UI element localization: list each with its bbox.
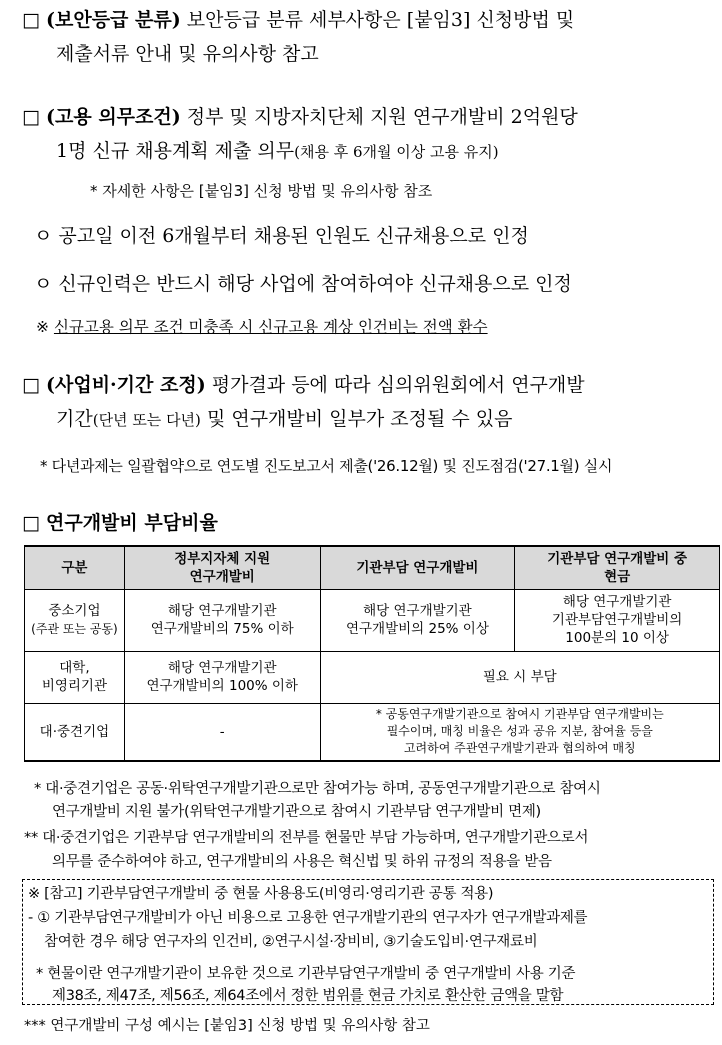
table-cell-merged: 필요 시 부담 <box>320 651 719 703</box>
section-text: 평가결과 등에 따라 심의위원회에서 연구개발 <box>211 374 585 396</box>
footnote: * 대·중견기업은 공동·위탁연구개발기관으로만 참여가능 하며, 공동연구개발기관으로 참여시 <box>34 781 601 797</box>
section-text-sub: (채용 후 6개월 이상 고용 유지) <box>294 143 499 161</box>
table-header <box>124 546 320 589</box>
header-text: 기관부담 연구개발비 <box>356 559 479 576</box>
table-header <box>320 546 515 589</box>
table-cell <box>25 589 125 651</box>
table-cell: 해당 연구개발기관 연구개발비의 75% 이하 <box>124 589 320 651</box>
reference-title: ※ [참고] 기관부담연구개발비 중 현물 사용용도(비영리·영리기관 공통 적용) <box>28 886 494 902</box>
section-text: 보안등급 분류 세부사항은 [붙임3] 신청방법 및 <box>186 9 575 31</box>
footnote: ** 대·중견기업은 기관부담 연구개발비의 전부를 현물만 부담 가능하며, 연구개발기관으로서 <box>24 830 589 846</box>
table-row <box>25 703 720 761</box>
table-cell: 해당 연구개발기관 연구개발비의 25% 이상 <box>320 589 515 651</box>
header-text: 구분 <box>61 559 88 576</box>
square-bullet-icon: □ <box>22 374 40 396</box>
budget-note: * 다년과제는 일괄협약으로 연도별 진도보고서 제출('26.12월) 및 진도점검('27.1월) 실시 <box>40 457 613 475</box>
table-cell: 대학, 비영리기관 <box>25 651 125 703</box>
security-section <box>22 4 574 36</box>
header-text: 정부지자체 지원 연구개발비 <box>174 550 271 585</box>
section-text: 제출서류 안내 및 유의사항 참고 <box>56 43 319 65</box>
square-bullet-icon: □ <box>22 512 40 534</box>
section-text-main: 1명 신규 채용계획 제출 의무 <box>56 140 295 162</box>
table-cell: 해당 연구개발기관 기관부담연구개발비의 100분의 10 이상 <box>515 589 720 651</box>
section-title: (보안등급 분류) <box>46 9 181 31</box>
section-title: 연구개발비 부담비율 <box>46 512 218 534</box>
section-text-sub: (단년 또는 다년) <box>92 411 201 429</box>
table-row <box>25 651 720 703</box>
table-header <box>25 546 125 589</box>
employment-item: ㅇ 공고일 이전 6개월부터 채용된 인원도 신규채용으로 인정 <box>34 225 529 247</box>
table-cell: 해당 연구개발기관 연구개발비의 100% 이하 <box>124 651 320 703</box>
ratio-table <box>24 545 720 762</box>
section-text <box>56 403 512 436</box>
last-note: *** 연구개발비 구성 예시는 [붙임3] 신청 방법 및 유의사항 참고 <box>24 1018 430 1034</box>
header-text: 기관부담 연구개발비 중 현금 <box>547 550 688 585</box>
budget-section <box>22 369 585 401</box>
ratio-section <box>22 507 218 539</box>
employment-item: ㅇ 신규인력은 반드시 해당 사업에 참여하여야 신규채용으로 인정 <box>34 273 572 295</box>
table-row <box>25 589 720 651</box>
employment-section <box>22 101 578 133</box>
section-text-b: 및 연구개발비 일부가 조정될 수 있음 <box>206 408 513 430</box>
table-cell: 대·중견기업 <box>25 703 125 761</box>
table-cell-merged: * 공동연구개발기관으로 참여시 기관부담 연구개발비는 필수이며, 매칭 비율은 성과 공유 지분, 참여율 등을 고려하여 주관연구개발기관과 협의하여 매칭 <box>320 703 719 761</box>
category-sub-text: (주관 또는 공동) <box>31 622 118 636</box>
reference-note: * 현물이란 연구개발기관이 보유한 것으로 기관부담연구개발비 중 연구개발비 사용 기준 <box>36 966 576 982</box>
section-text <box>56 135 499 168</box>
section-title: (고용 의무조건) <box>46 106 181 128</box>
table-header-row <box>25 546 720 589</box>
section-text-a: 기간 <box>56 408 93 430</box>
reference-item: 참여한 경우 해당 연구자의 인건비, ②연구시설·장비비, ③기술도입비·연구재료비 <box>44 934 538 950</box>
employment-warning <box>36 315 488 337</box>
section-text: 정부 및 지방자치단체 지원 연구개발비 2억원당 <box>186 106 578 128</box>
warning-text: 신규고용 의무 조건 미충족 시 신규고용 계상 인건비는 전액 환수 <box>53 318 488 336</box>
footnote: 연구개발비 지원 불가(위탁연구개발기관으로 참여시 기관부담 연구개발비 면제) <box>52 804 541 820</box>
footnote: 의무를 준수하여야 하고, 연구개발비의 사용은 혁신법 및 하위 규정의 적용을 받음 <box>52 854 552 870</box>
square-bullet-icon: □ <box>22 106 40 128</box>
table-cell: - <box>124 703 320 761</box>
reference-note: 제38조, 제47조, 제56조, 제64조에서 정한 범위를 현금 가치로 환산한 금액을 말함 <box>52 988 564 1004</box>
employment-note: * 자세한 사항은 [붙임3] 신청 방법 및 유의사항 참조 <box>90 182 433 200</box>
square-bullet-icon: □ <box>22 9 40 31</box>
section-title: (사업비·기간 조정) <box>46 374 206 396</box>
reference-item: - ① 기관부담연구개발비가 아닌 비용으로 고용한 연구개발기관의 연구자가 연구개발과제를 <box>28 910 588 926</box>
reference-mark-icon: ※ <box>36 318 49 336</box>
category-text: 중소기업 <box>48 603 101 619</box>
table-header <box>515 546 720 589</box>
